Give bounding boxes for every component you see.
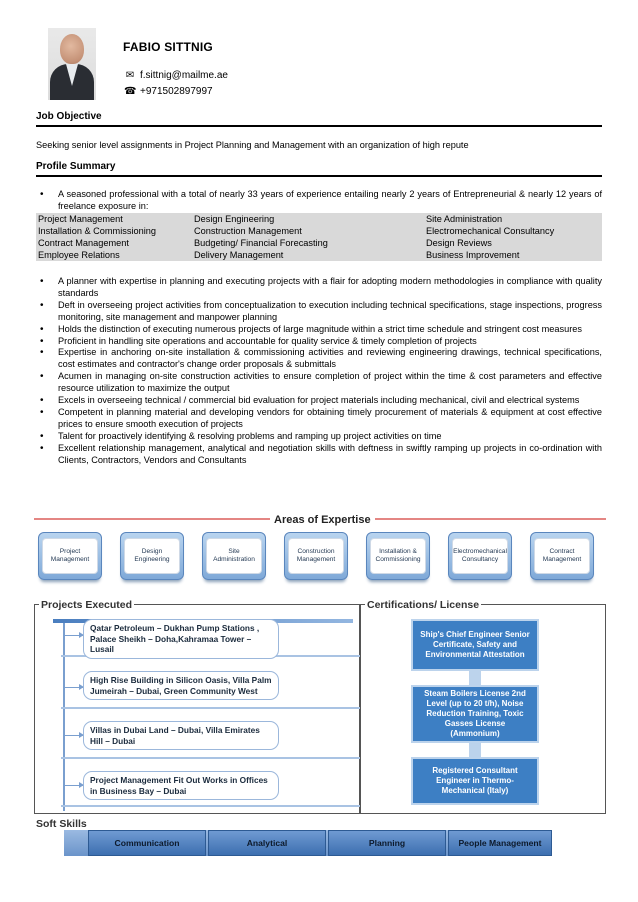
area-item: Construction Management (284, 532, 348, 580)
table-row (36, 249, 602, 261)
list-item: • Deft in overseeing project activities from conceptualization to execution including technical specifications, stage inspections, progress monitoring, site management and manpower planning (36, 300, 602, 324)
phone-text: +971502897997 (140, 86, 213, 97)
list-item: • Excellent relationship management, analytical and negotiation skills with deftness in swiftly ramping up projects in co-ordination with Clients, Contractors, Vendors and Consultants (36, 443, 602, 467)
skill-cell: Electromechanical Consultancy (426, 226, 555, 236)
area-item: Project Management (38, 532, 102, 580)
area-item: Contract Management (530, 532, 594, 580)
list-item: • Proficient in handling site operations and accountable for quality service & timely completion of projects (36, 336, 602, 348)
skill-cell: Delivery Management (194, 250, 284, 260)
candidate-name: FABIO SITTNIG (123, 40, 213, 54)
phone-line (124, 86, 213, 97)
telephone-icon: ☎ (124, 86, 137, 97)
area-item: Site Administration (202, 532, 266, 580)
profile-bullets (36, 276, 602, 467)
certifications-panel (360, 599, 606, 814)
area-item: Design Engineering (120, 532, 184, 580)
profile-heading: Profile Summary (36, 161, 602, 177)
skill-cell: Construction Management (194, 226, 302, 236)
list-item: • Talent for proactively identifying & resolving problems and ramping up project activities on time (36, 431, 602, 443)
skill-cell: Contract Management (38, 238, 129, 248)
skill-cell: Budgeting/ Financial Forecasting (194, 238, 328, 248)
list-item: • Expertise in anchoring on-site installation & commissioning activities and reviewing engineering drawings, technical specifications, cost estimates and contractor's change order proposals & submittals (36, 347, 602, 371)
list-item: • Excels in overseeing technical / commercial bid evaluation for project materials including mechanical, civil and electrical systems (36, 395, 602, 407)
areas-of-expertise (34, 514, 606, 598)
table-row (36, 225, 602, 237)
table-row (36, 237, 602, 249)
table-row (36, 213, 602, 225)
soft-skills-title: Soft Skills (36, 818, 87, 830)
skill-cell: Site Administration (426, 214, 503, 224)
skill-cell: Project Management (38, 214, 123, 224)
certification-item: Steam Boilers License 2nd Level (up to 20 t/h), Noise Reduction Training, Toxic Gasses License (Ammonium) (413, 687, 537, 741)
soft-skill-item: Planning (328, 830, 446, 856)
objective-heading: Job Objective (36, 111, 602, 127)
projects-panel (34, 599, 360, 814)
project-item: Villas in Dubai Land – Dubai, Villa Emirates Hill – Dubai (83, 721, 279, 750)
skill-cell: Design Reviews (426, 238, 492, 248)
email-line (124, 70, 228, 81)
soft-skill-item: Analytical (208, 830, 326, 856)
objective-text: Seeking senior level assignments in Project Planning and Management with an organization of high repute (36, 140, 469, 150)
areas-title: Areas of Expertise (270, 514, 375, 526)
envelope-icon: ✉ (125, 70, 135, 81)
skill-cell: Design Engineering (194, 214, 275, 224)
list-item: • Acumen in managing on-site construction activities to ensure completion of project within the time & cost parameters and effective resource utilization to maximize the output (36, 371, 602, 395)
profile-photo (48, 28, 96, 100)
skill-cell: Installation & Commissioning (38, 226, 156, 236)
soft-skill-item: Communication (88, 830, 206, 856)
list-item: • A planner with expertise in planning and executing projects with a flair for adopting modern methodologies in compliance with quality standards (36, 276, 602, 300)
list-item: • Competent in planning material and developing vendors for obtaining timely procurement of materials & equipment at cost effective prices to ensure smooth execution of projects (36, 407, 602, 431)
list-item: • Holds the distinction of executing numerous projects of large magnitude within a strict time schedule and stringent cost measures (36, 324, 602, 336)
project-item: Project Management Fit Out Works in Offices in Business Bay – Dubai (83, 771, 279, 800)
soft-skill-item: People Management (448, 830, 552, 856)
skill-cell: Employee Relations (38, 250, 120, 260)
email-text[interactable]: f.sittnig@mailme.ae (140, 70, 228, 81)
project-item: High Rise Building in Silicon Oasis, Villa Palm Jumeirah – Dubai, Green Community West (83, 671, 279, 700)
area-item: Installation & Commissioning (366, 532, 430, 580)
profile-intro-list (36, 189, 602, 213)
profile-intro: • A seasoned professional with a total of nearly 33 years of experience entailing nearly 2 years of Entrepreneurial & nearly 12 years of freelance exposure in: (36, 189, 602, 213)
project-item: Qatar Petroleum – Dukhan Pump Stations , Palace Sheikh – Doha,Kahramaa Tower – Lusail (83, 619, 279, 659)
skills-table (36, 213, 602, 261)
certification-item: Ship's Chief Engineer Senior Certificate, Safety and Environmental Attestation (413, 621, 537, 669)
certifications-title: Certifications/ License (367, 599, 480, 611)
skill-cell: Business Improvement (426, 250, 520, 260)
area-item: Electromechanical Consultancy (448, 532, 512, 580)
projects-title: Projects Executed (41, 599, 133, 611)
certification-item: Registered Consultant Engineer in Thermo-Mechanical (Italy) (413, 759, 537, 803)
